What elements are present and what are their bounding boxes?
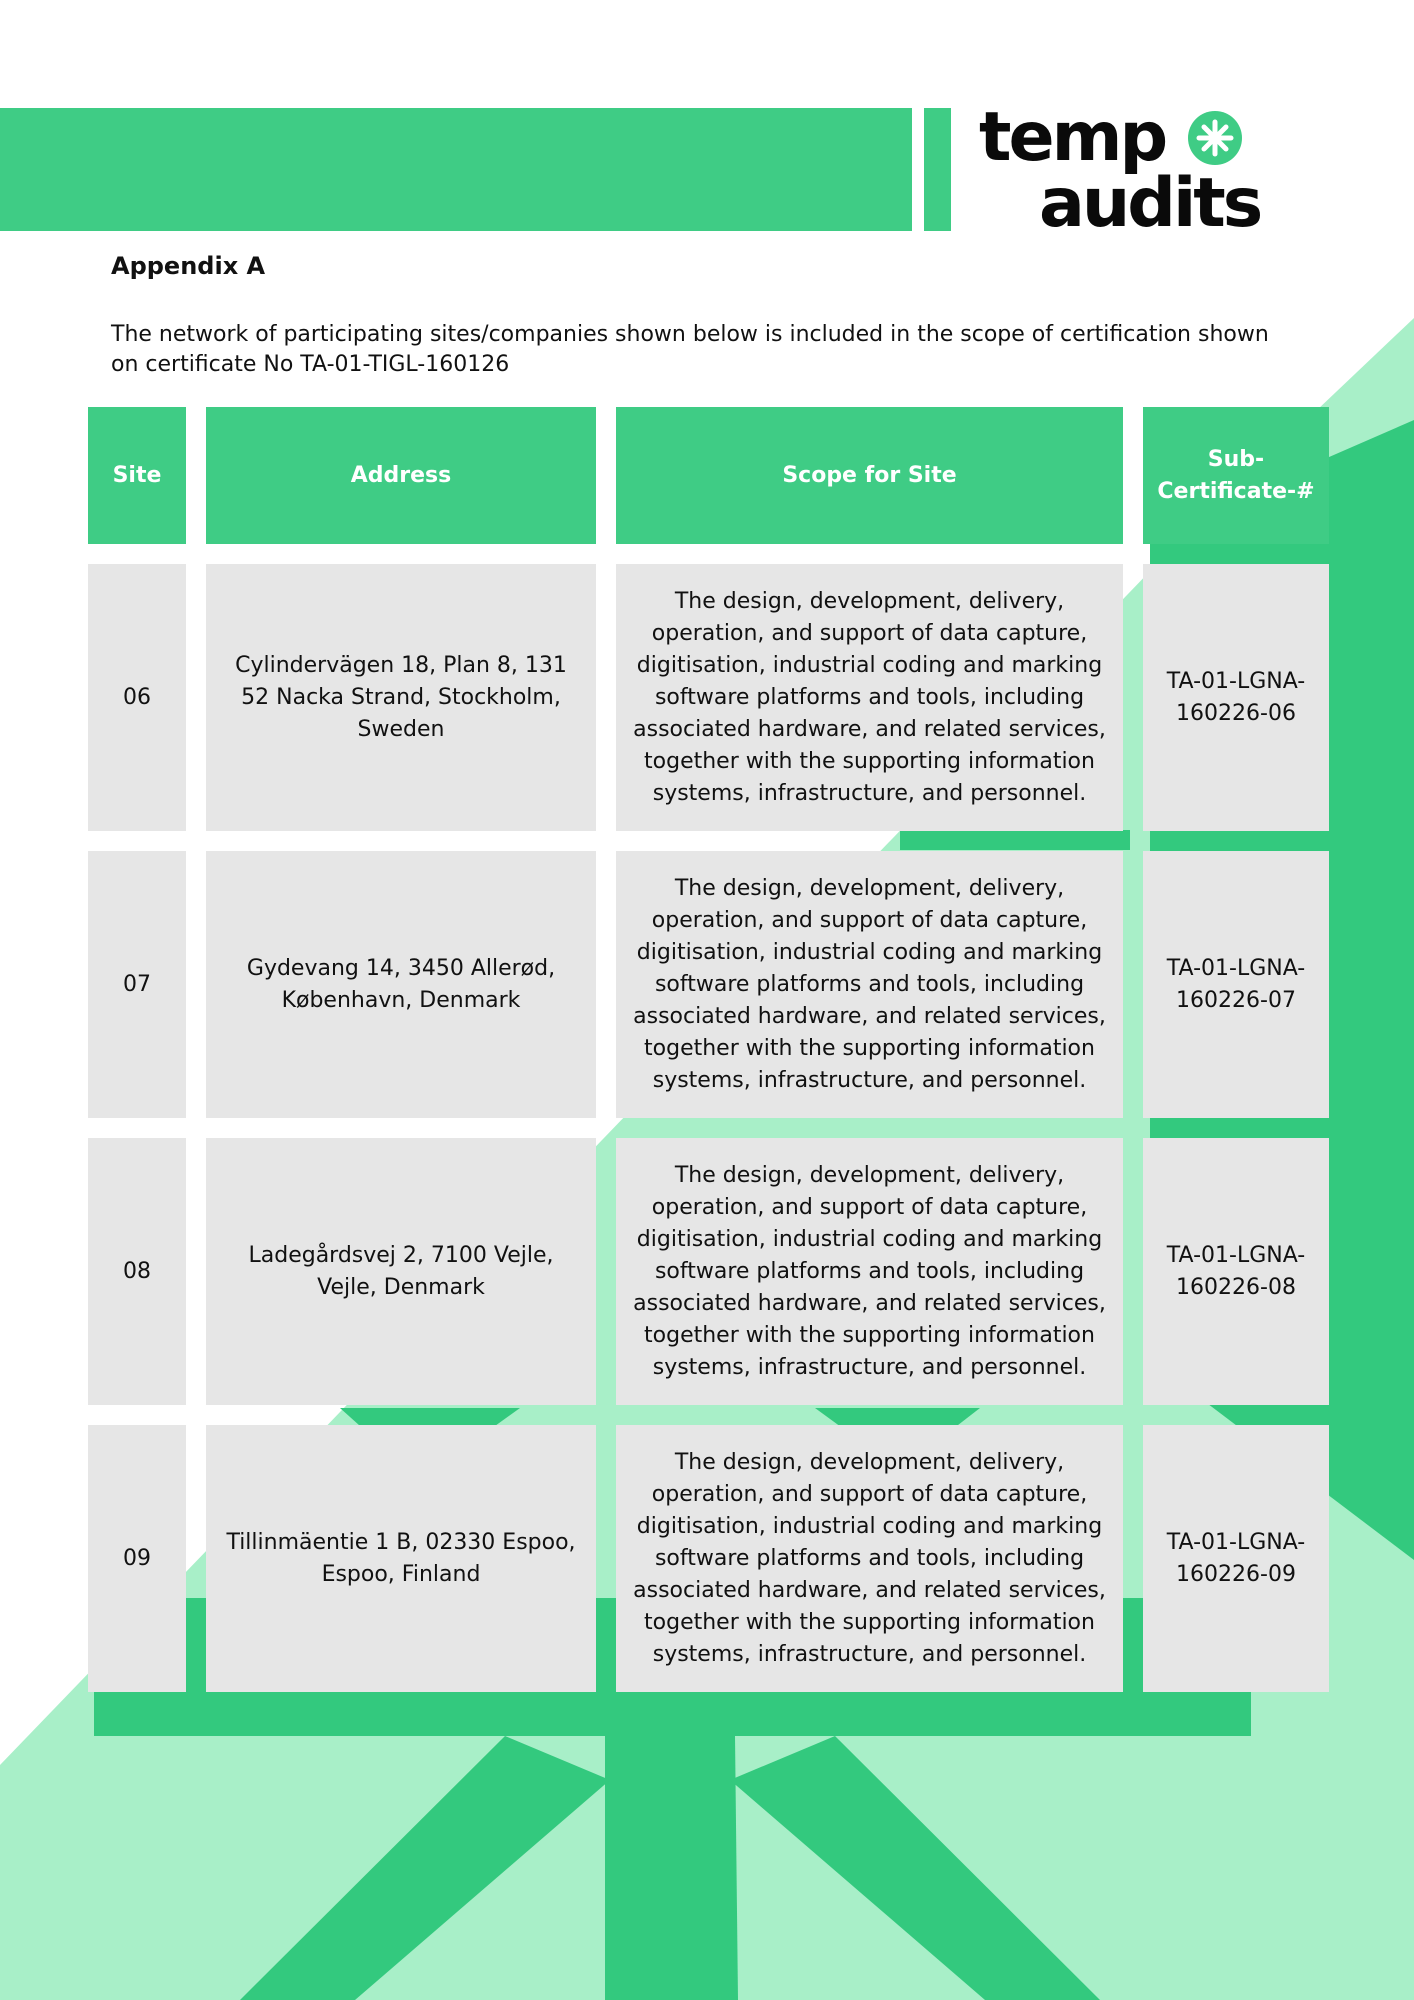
table-cell-scope: The design, development, delivery, operation, and support of data capture, digitisation, industrial coding and marking software platforms and tools, including associated hardware, and related services, together with the supporting information systems, infrastructure, and personnel. [616,1425,1123,1692]
table-cell-certificate: TA-01-LGNA-160226-06 [1143,564,1329,831]
table-cell-site: 09 [88,1425,186,1692]
column-header-sub-certificate: Sub-Certificate-# [1143,407,1329,544]
sites-table [88,407,1329,1692]
column-header-site: Site [88,407,186,544]
header-band [0,108,912,231]
column-header-address: Address [206,407,596,544]
table-cell-address: Ladegårdsvej 2, 7100 Vejle, Vejle, Denmark [206,1138,596,1405]
header-band-accent [924,108,951,231]
table-cell-certificate: TA-01-LGNA-160226-09 [1143,1425,1329,1692]
table-cell-site: 06 [88,564,186,831]
table-cell-scope: The design, development, delivery, operation, and support of data capture, digitisation, industrial coding and marking software platforms and tools, including associated hardware, and related services, together with the supporting information systems, infrastructure, and personnel. [616,1138,1123,1405]
asterisk-circle-icon [1187,110,1243,166]
background-green-stem [605,1736,738,2000]
table-cell-scope: The design, development, delivery, operation, and support of data capture, digitisation, industrial coding and marking software platforms and tools, including associated hardware, and related services, together with the supporting information systems, infrastructure, and personnel. [616,851,1123,1118]
intro-paragraph: The network of participating sites/companies shown below is included in the scope of certification shown on certificate No TA-01-TIGL-160126 [111,322,1269,377]
tempo-audits-logo [975,98,1295,243]
table-cell-address: Cylindervägen 18, Plan 8, 131 52 Nacka Strand, Stockholm, Sweden [206,564,596,831]
column-header-scope: Scope for Site [616,407,1123,544]
table-cell-address: Tillinmäentie 1 B, 02330 Espoo, Espoo, Finland [206,1425,596,1692]
table-cell-site: 07 [88,851,186,1118]
page-title: Appendix A [111,252,266,280]
table-cell-certificate: TA-01-LGNA-160226-07 [1143,851,1329,1118]
logo-text-line1: temp [979,98,1166,177]
table-cell-certificate: TA-01-LGNA-160226-08 [1143,1138,1329,1405]
logo-text-line2: audits [1039,164,1261,243]
table-cell-site: 08 [88,1138,186,1405]
table-cell-address: Gydevang 14, 3450 Allerød, København, Denmark [206,851,596,1118]
table-cell-scope: The design, development, delivery, operation, and support of data capture, digitisation, industrial coding and marking software platforms and tools, including associated hardware, and related services, together with the supporting information systems, infrastructure, and personnel. [616,564,1123,831]
